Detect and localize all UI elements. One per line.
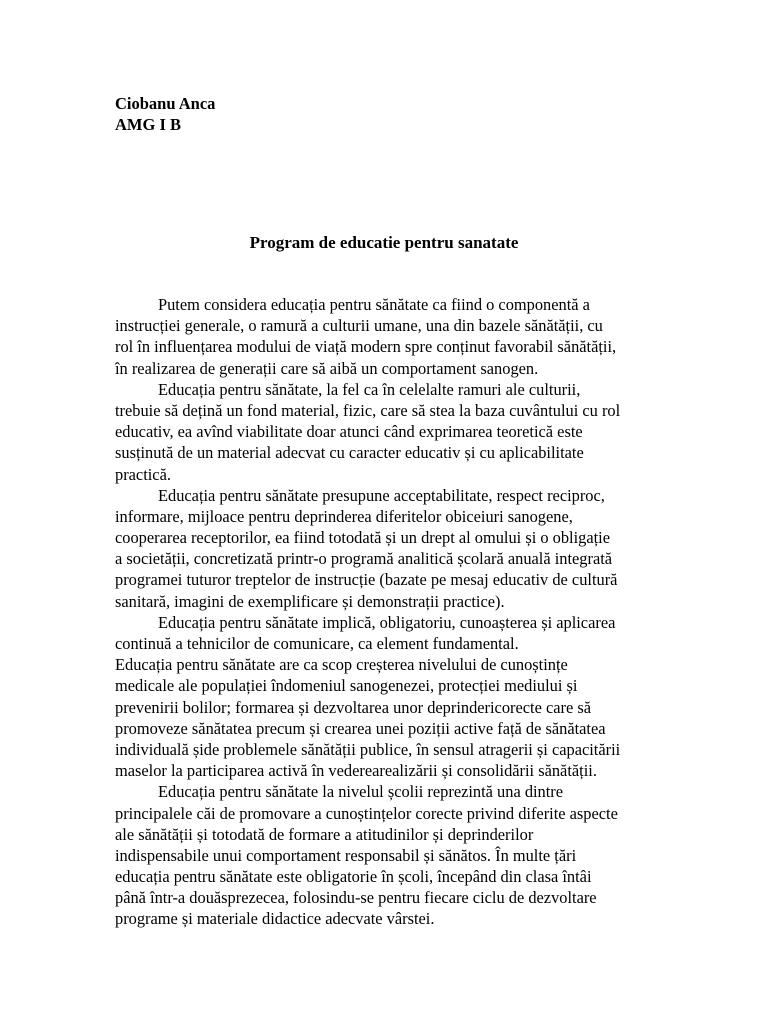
paragraph-line: Putem considera educația pentru sănătate ca fiind o componentă a	[158, 295, 590, 314]
paragraph-line: ale sănătății și totodată de formare a atitudinilor și deprinderilor	[115, 824, 534, 844]
author-group: AMG I B	[115, 115, 181, 134]
paragraph-line: programei tuturor treptelor de instrucție (bazate pe mesaj educativ de cultură	[115, 570, 618, 590]
paragraph-line: promoveze sănătatea precum și crearea unei poziții active față de sănătatea	[115, 718, 606, 738]
paragraph-line: educativ, ea avînd viabilitate doar atunci când exprimarea teoretică este	[115, 422, 583, 442]
paragraph-line: medicale ale populației îndomeniul sanogenezei, protecției mediului și	[115, 676, 578, 696]
document-title: Program de educatie pentru sanatate	[249, 233, 519, 252]
paragraph-line: trebuie să dețină un fond material, fizic, care să stea la baza cuvântului cu rol	[115, 400, 621, 420]
paragraph-line: principalele căi de promovare a cunoștințelor corecte privind diferite aspecte	[115, 803, 618, 823]
paragraph-line: Educația pentru sănătate, la fel ca în celelalte ramuri ale culturii,	[158, 379, 581, 399]
author-name: Ciobanu Anca	[115, 94, 216, 113]
paragraph-line: cooperarea receptorilor, ea fiind totodată și un drept al omului și o obligație	[115, 528, 610, 548]
paragraph-line: rol în influențarea modului de viață modern spre conținut favorabil sănătății,	[115, 337, 617, 357]
paragraph-line: Educația pentru sănătate implică, obligatoriu, cunoașterea și aplicarea	[158, 612, 616, 632]
paragraph-line: individuală șide problemele sănătății publice, în sensul atragerii și capacitării	[115, 739, 621, 759]
paragraph-line: sanitară, imagini de exemplificare și demonstrații practice).	[115, 591, 505, 611]
paragraph-line: prevenirii bolilor; formarea și dezvoltarea unor deprindericorecte care să	[115, 697, 592, 717]
paragraph-line: educația pentru sănătate este obligatorie în școli, începând din clasa întâi	[115, 867, 592, 887]
paragraph-line: a societății, concretizată printr-o programă analitică școlară anuală integrată	[115, 549, 613, 569]
paragraph-line: maselor la participarea activă în vederearealizării și consolidării sănătății.	[115, 761, 597, 781]
paragraph-line: continuă a tehnicilor de comunicare, ca element fundamental.	[115, 634, 519, 653]
paragraph-line: până într-a douăsprezecea, folosindu-se pentru fiecare ciclu de dezvoltare	[115, 888, 597, 908]
paragraph-line: Educația pentru sănătate la nivelul școlii reprezintă una dintre	[158, 782, 564, 802]
author-block	[115, 93, 215, 135]
paragraph-line: în realizarea de generații care să aibă un comportament sanogen.	[115, 358, 539, 378]
paragraph-line: Educația pentru sănătate are ca scop creșterea nivelului de cunoștințe	[115, 655, 568, 675]
paragraph-line: practică.	[115, 464, 171, 484]
paragraph-line: indispensabile unui comportament responsabil și sănătos. În multe țări	[115, 845, 577, 865]
paragraph-line: instrucției generale, o ramură a culturii umane, una din bazele sănătății, cu	[115, 316, 603, 336]
paragraph-line: Educația pentru sănătate presupune acceptabilitate, respect reciproc,	[158, 485, 605, 505]
paragraph-line: programe și materiale didactice adecvate vârstei.	[115, 909, 435, 929]
document-body	[115, 294, 675, 930]
paragraph-line: informare, mijloace pentru deprinderea diferitelor obiceiuri sanogene,	[115, 506, 573, 526]
paragraph-line: susținută de un material adecvat cu caracter educativ și cu aplicabilitate	[115, 443, 584, 463]
